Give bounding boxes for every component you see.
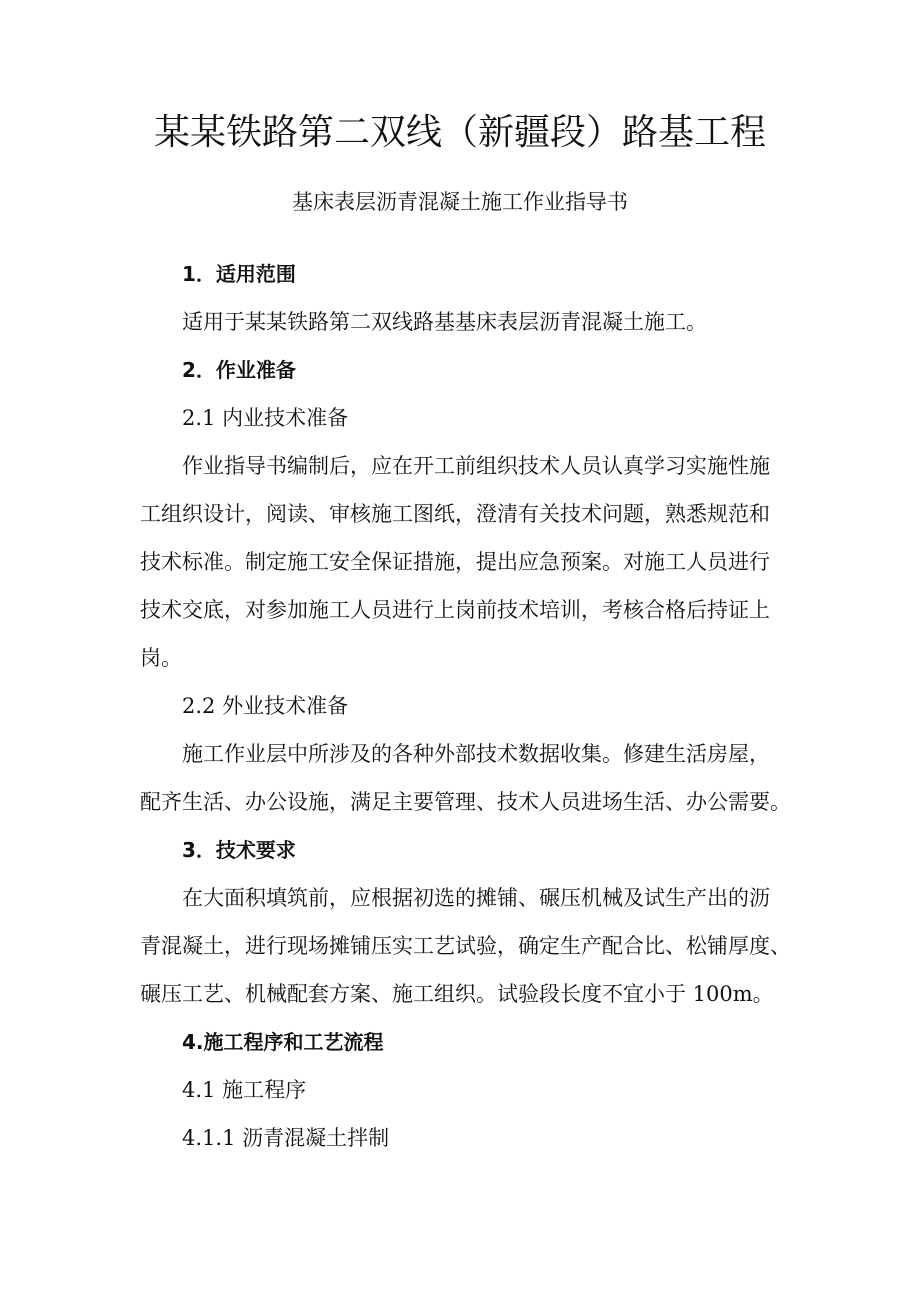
section-1-text: 适用于某某铁路第二双线路基基床表层沥青混凝土施工。 bbox=[182, 310, 707, 334]
section-1-heading: 1．适用范围 bbox=[182, 262, 296, 286]
paragraph-line: 施工作业层中所涉及的各种外部技术数据收集。修建生活房屋， bbox=[182, 742, 770, 766]
section-3-paragraph bbox=[140, 874, 791, 1018]
paragraph-line: 作业指导书编制后，应在开工前组织技术人员认真学习实施性施 bbox=[182, 454, 770, 478]
paragraph-line: 技术交底，对参加施工人员进行上岗前技术培训，考核合格后持证上 bbox=[140, 598, 770, 622]
section-2-1-heading: 2.1 内业技术准备 bbox=[182, 406, 349, 430]
section-4-1-1-heading: 4.1.1 沥青混凝土拌制 bbox=[182, 1126, 390, 1150]
document-subtitle: 基床表层沥青混凝土施工作业指导书 bbox=[292, 190, 628, 214]
section-2-1-paragraph bbox=[140, 442, 784, 682]
section-3-heading: 3．技术要求 bbox=[182, 838, 296, 862]
paragraph-line: 工组织设计，阅读、审核施工图纸，澄清有关技术问题，熟悉规范和 bbox=[140, 502, 770, 526]
paragraph-line: 在大面积填筑前，应根据初选的摊铺、碾压机械及试生产出的沥 bbox=[182, 886, 770, 910]
section-4-heading: 4.施工程序和工艺流程 bbox=[182, 1030, 384, 1054]
section-2-2-paragraph bbox=[140, 730, 791, 826]
document-title: 某某铁路第二双线（新疆段）路基工程 bbox=[153, 112, 766, 153]
paragraph-line: 配齐生活、办公设施，满足主要管理、技术人员进场生活、办公需要。 bbox=[140, 790, 791, 814]
paragraph-line: 技术标准。制定施工安全保证措施，提出应急预案。对施工人员进行 bbox=[140, 550, 770, 574]
paragraph-line: 岗。 bbox=[140, 646, 182, 670]
document-body bbox=[140, 250, 791, 1162]
paragraph-line: 青混凝土，进行现场摊铺压实工艺试验，确定生产配合比、松铺厚度、 bbox=[140, 934, 791, 958]
section-2-heading: 2．作业准备 bbox=[182, 358, 296, 382]
section-2-2-heading: 2.2 外业技术准备 bbox=[182, 694, 349, 718]
section-4-1-heading: 4.1 施工程序 bbox=[182, 1078, 307, 1102]
paragraph-line: 碾压工艺、机械配套方案、施工组织。试验段长度不宜小于 100m。 bbox=[140, 982, 774, 1006]
